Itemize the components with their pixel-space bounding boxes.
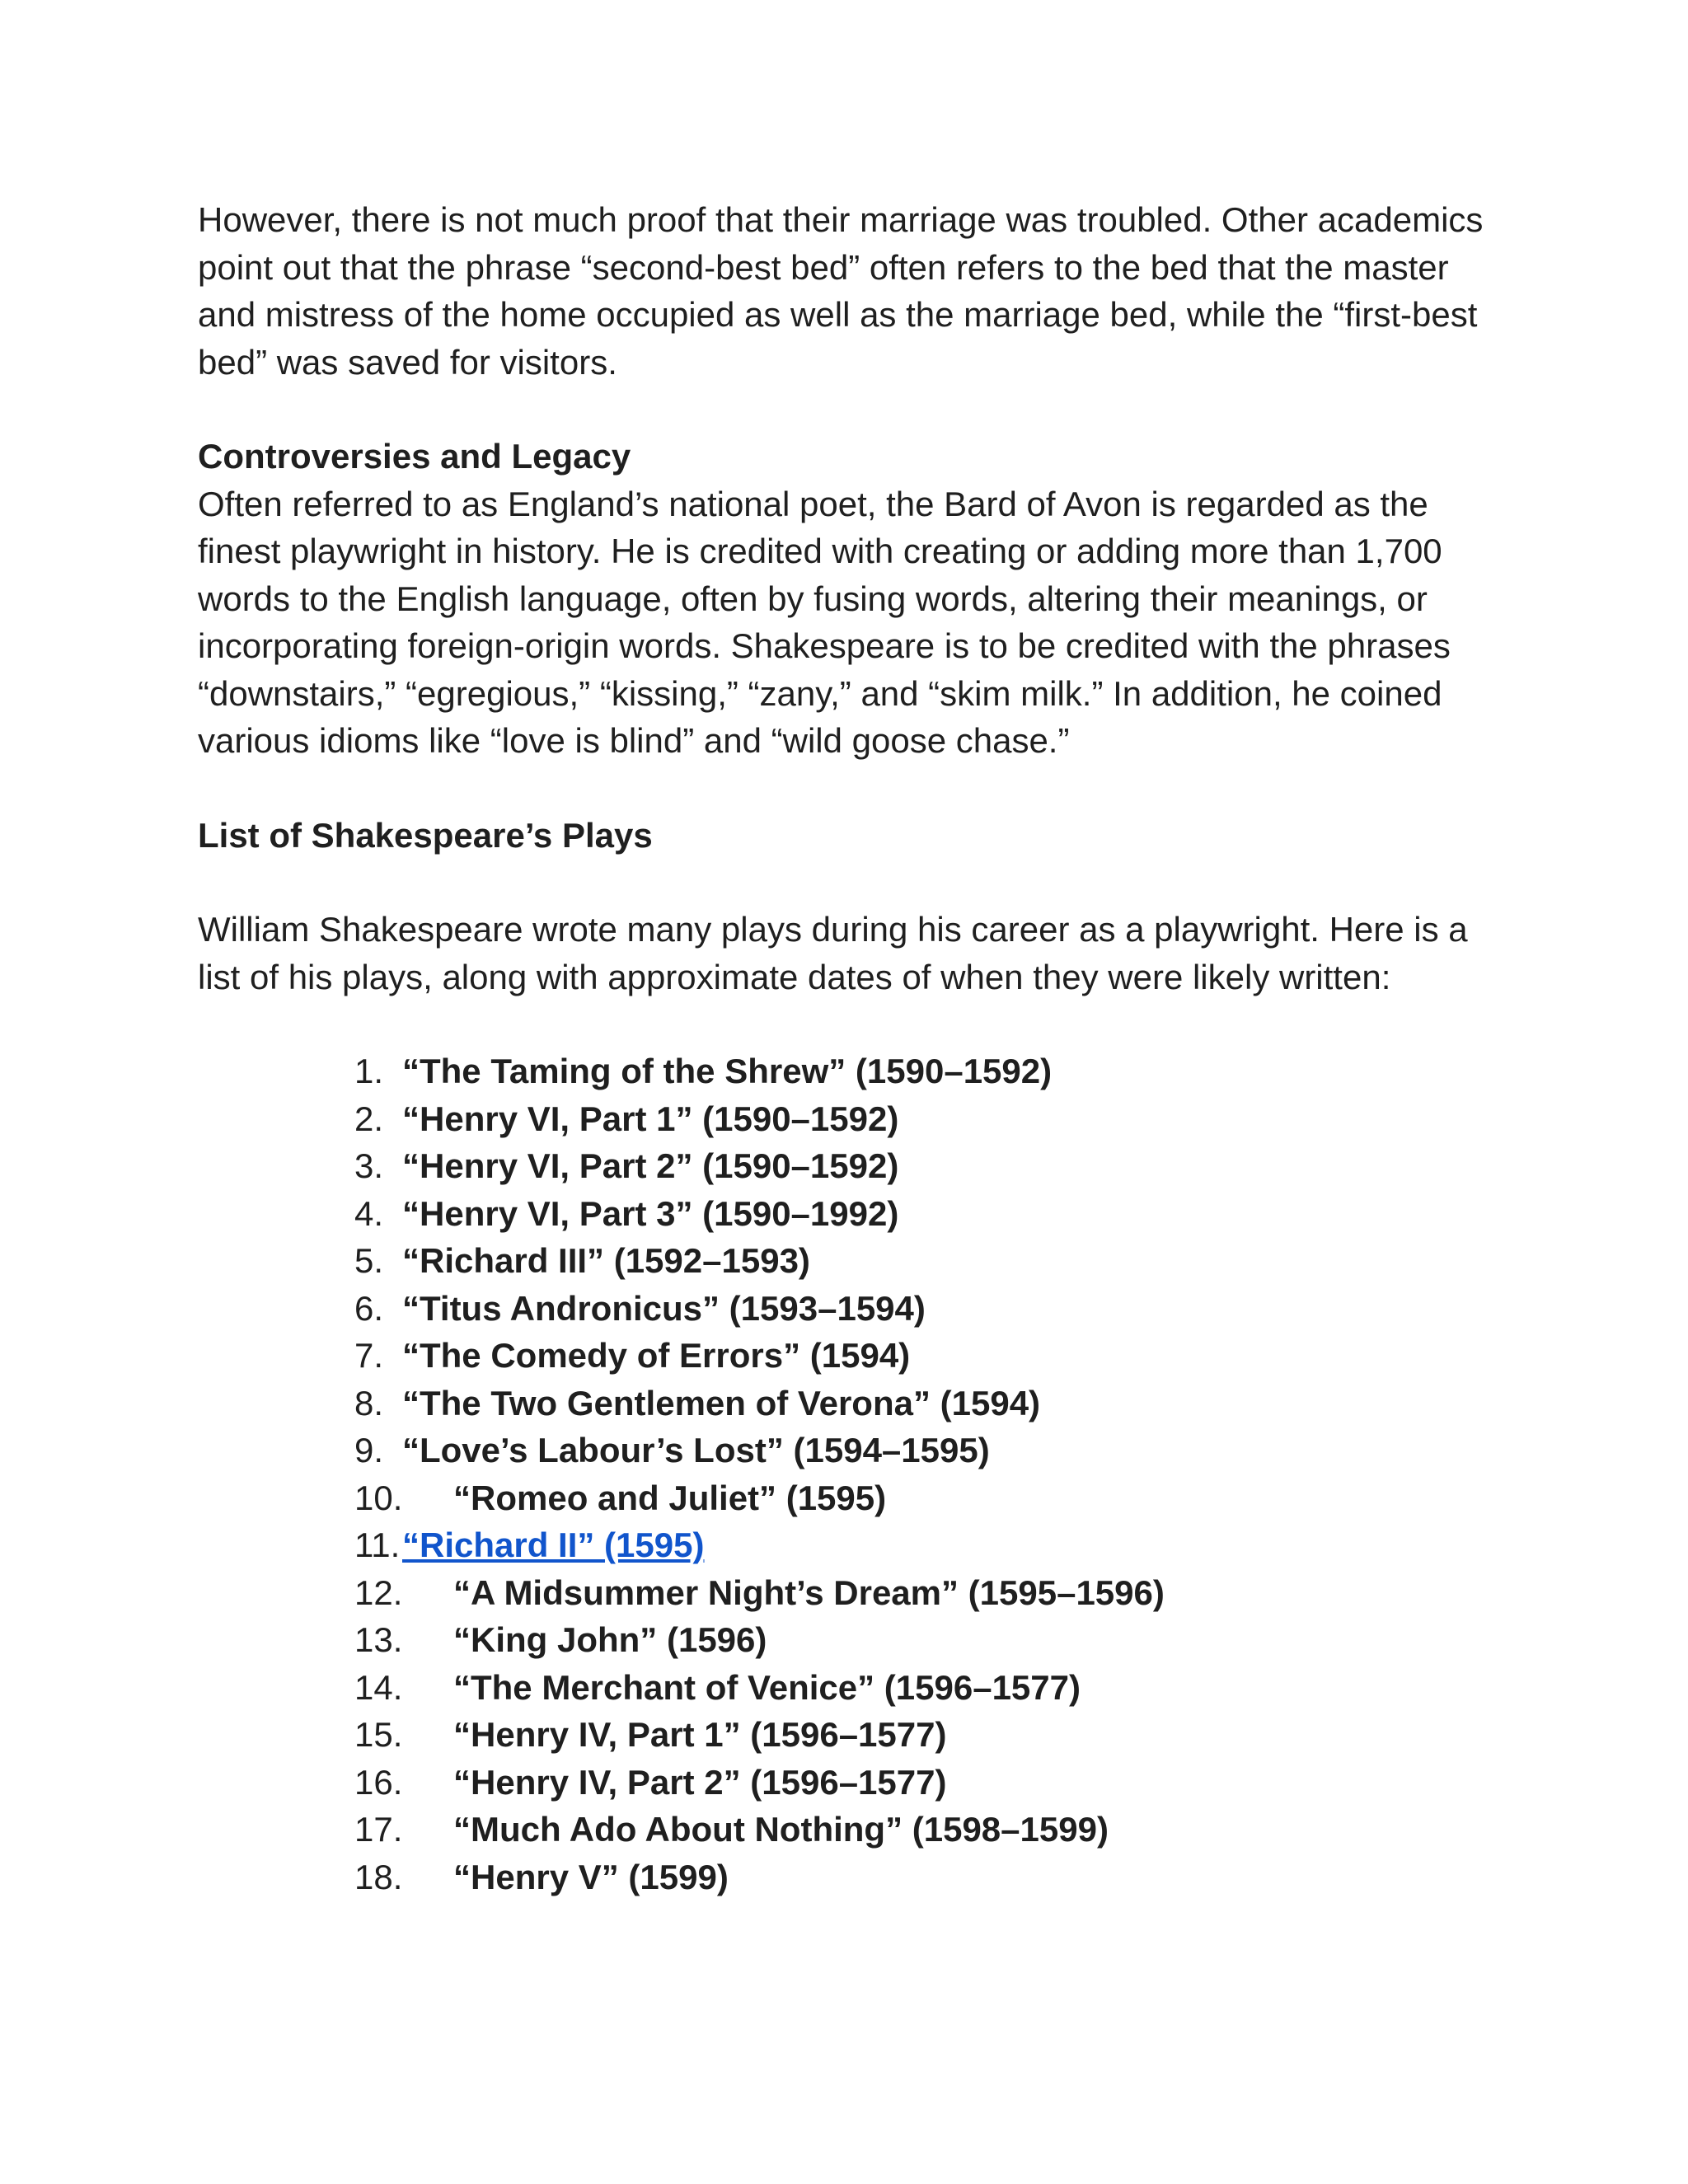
list-item [354,1806,1500,1854]
list-item [354,1854,1500,1901]
paragraph-plays-intro: William Shakespeare wrote many plays during his career as a playwright. Here is a list of his plays, along with approximate dates of when they were likely written: [198,910,1468,996]
list-item [354,1095,1500,1143]
list-number: 13. [354,1620,403,1659]
play-title: “The Two Gentlemen of Verona” (1594) [402,1383,1041,1422]
list-number: 11. [354,1526,401,1564]
play-title: “Titus Andronicus” (1593–1594) [402,1288,926,1328]
play-title: “Henry IV, Part 1” (1596–1577) [453,1715,947,1754]
list-number: 15. [354,1715,403,1754]
play-title: “Much Ado About Nothing” (1598–1599) [453,1810,1109,1849]
list-item [354,1237,1500,1285]
list-number: 1. [354,1052,384,1090]
list-number: 5. [354,1241,384,1280]
list-item [354,1474,1500,1522]
paragraph-legacy: Often referred to as England’s national poet, the Bard of Avon is regarded as the finest playwright in history. He is credited with creating or adding more than 1,700 words to the English language, often by fusing words, altering their meanings, or incorporating foreign-origin words. Shakespeare is to be credited with the phrases “downstairs,” “egregious,” “kissing,” “zany,” and “skim milk.” In addition, he coined various idioms like “love is blind” and “wild goose chase.” [198,484,1451,760]
play-title-link[interactable]: “Richard II” (1595) [402,1526,705,1564]
list-number: 9. [354,1431,384,1469]
paragraph-marriage: However, there is not much proof that their marriage was troubled. Other academics point out that the phrase “second-best bed” often refers to the bed that the master and mistress of the home occupied as well as the marriage bed, while the “first-best bed” was saved for visitors. [198,200,1484,382]
list-number: 18. [354,1857,403,1896]
list-item [354,1380,1500,1427]
list-number: 10. [354,1478,403,1517]
play-title: “Henry V” (1599) [453,1857,729,1896]
list-number: 3. [354,1146,384,1185]
list-item [354,1142,1500,1190]
list-number: 7. [354,1336,384,1375]
play-title: “The Comedy of Errors” (1594) [402,1336,911,1375]
list-number: 4. [354,1193,384,1233]
list-item [354,1569,1500,1617]
heading-list-of-plays: List of Shakespeare’s Plays [198,815,653,855]
list-number: 12. [354,1572,403,1612]
play-title: “The Taming of the Shrew” (1590–1592) [402,1052,1053,1090]
list-item [354,1521,1500,1569]
list-item [354,1616,1500,1664]
play-title: “Henry IV, Part 2” (1596–1577) [453,1762,947,1802]
document-page [198,196,1500,1900]
list-item [354,1285,1500,1333]
list-number: 8. [354,1383,384,1422]
list-number: 14. [354,1667,403,1707]
list-number: 2. [354,1099,384,1138]
list-number: 6. [354,1288,384,1328]
list-item [354,1427,1500,1474]
heading-controversies: Controversies and Legacy [198,437,631,476]
list-number: 16. [354,1762,403,1802]
list-item [354,1759,1500,1807]
list-number: 17. [354,1810,403,1849]
list-item [354,1332,1500,1380]
play-title: “Love’s Labour’s Lost” (1594–1595) [402,1431,990,1469]
list-item [354,1711,1500,1759]
play-title: “Romeo and Juliet” (1595) [453,1478,887,1517]
play-title: “Henry VI, Part 1” (1590–1592) [402,1099,899,1138]
play-title: “Henry VI, Part 3” (1590–1992) [402,1193,899,1233]
list-item [354,1047,1500,1095]
play-title: “The Merchant of Venice” (1596–1577) [453,1667,1081,1707]
plays-list [354,1047,1500,1900]
play-title: “A Midsummer Night’s Dream” (1595–1596) [453,1572,1165,1612]
list-item [354,1664,1500,1712]
play-title: “Richard III” (1592–1593) [402,1241,810,1280]
play-title: “King John” (1596) [453,1620,767,1659]
list-item [354,1190,1500,1238]
play-title: “Henry VI, Part 2” (1590–1592) [402,1146,899,1185]
